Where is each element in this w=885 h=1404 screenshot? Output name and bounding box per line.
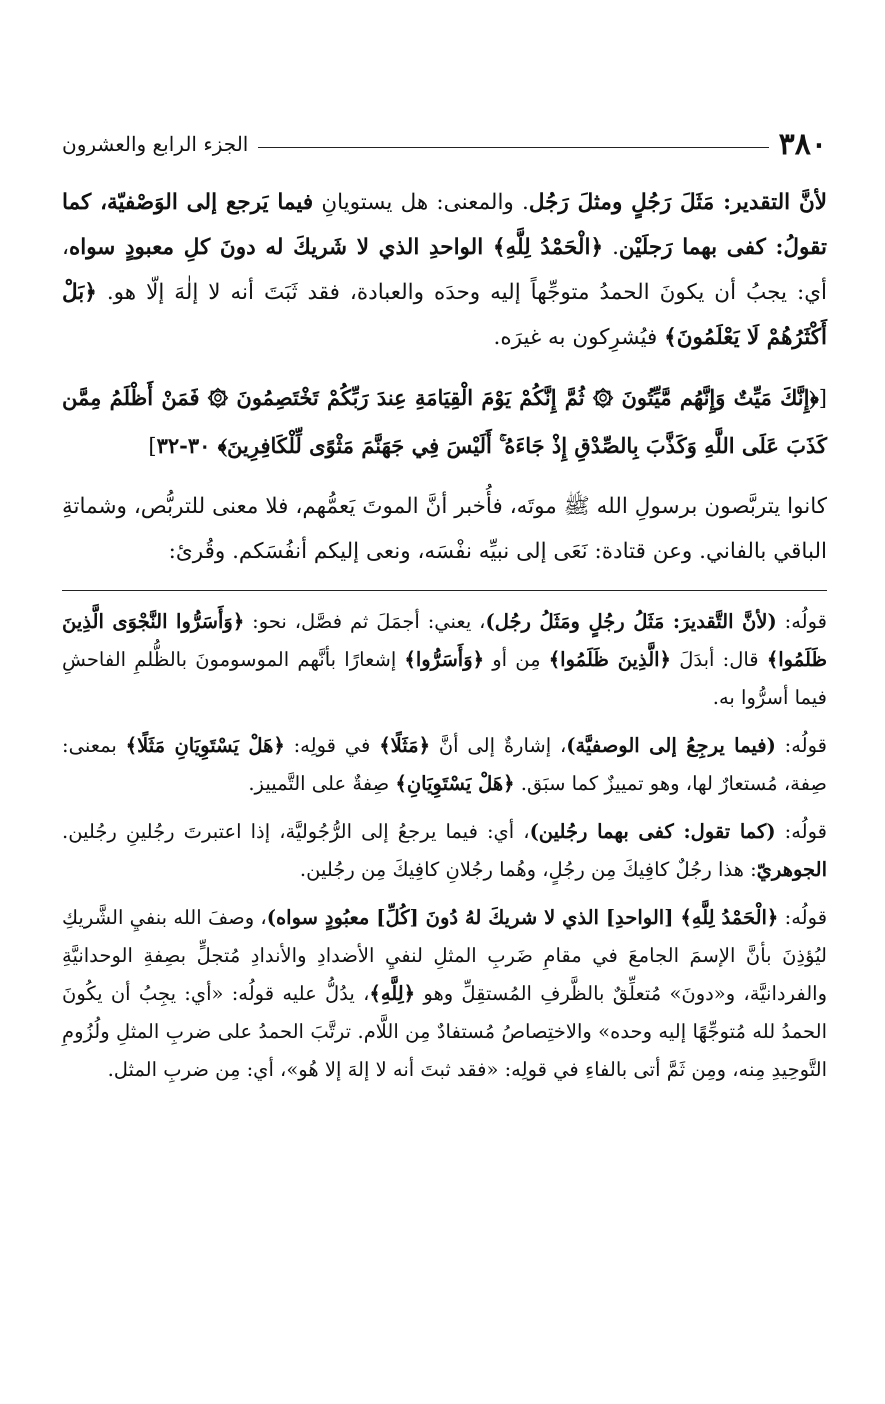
text-run: ، أي: يجبُ أن يكونَ الحمدُ متوجِّهاً إليه وحدَه والعبادة، فقد ثَبَتَ أنه لا إلٰهَ إلّا هو. — [62, 235, 827, 305]
text-run: [الواحدِ] الذي لا شريكَ لهُ دُونَ [كُلِّ] معبُودٍ سواه) — [266, 906, 681, 929]
text-run: ، أي: فيما يرجعُ إلى الرُّجُوليَّة، إذا اعتبرتَ رجُلينِ رجُلين. — [62, 820, 530, 843]
text-run: قولُه: — [775, 734, 828, 757]
text-run: (لأنَّ التَّقديرَ: مَثَلُ رجُلٍ ومَثَلُ رجُل) — [485, 610, 777, 633]
quran-quote: ﴿وَأَسَرُّوا﴾ — [404, 648, 485, 671]
bracket: ] — [148, 434, 157, 458]
verse-reference: ٣٠-٣٢ — [156, 433, 218, 458]
page-number: ٣٨٠ — [778, 126, 827, 162]
text-run: . — [603, 235, 619, 260]
text-run: (كما تقول: كفى بهما رجُلين) — [529, 820, 776, 843]
text-run: إشعارًا بأنَّهم الموسومونَ بالظُّلمِ الفاحشِ فيما أسرُّوا به. — [62, 648, 827, 709]
quran-quote: ﴿الَّذِينَ ظَلَمُوا﴾ — [548, 648, 671, 671]
text-run: صِفةٌ على التَّمييز. — [248, 772, 396, 795]
text-run: قولُه: — [776, 610, 827, 633]
text-run: (فيما يرجِعُ إلى الوصفيَّة) — [566, 734, 776, 757]
commentary-paragraph-1 — [62, 603, 827, 717]
text-run: قولُه: — [775, 820, 828, 843]
text-run: قال: أبدَلَ — [671, 648, 767, 671]
text-run: الجوهريّ — [756, 858, 827, 881]
footnote-divider — [62, 590, 827, 591]
quran-quote: ﴿الْحَمْدُ لِلَّهِ﴾ — [680, 906, 779, 929]
main-paragraph-1 — [62, 180, 827, 360]
text-run: في قولِه: — [284, 734, 380, 757]
main-paragraph-2: كانوا يتربَّصون برسولِ الله ﷺ موتَه، فأُخبر أنَّ الموتَ يَعمُّهم، فلا معنى للتربُّص، وشماتةِ الباقي بالفاني. وعن قتادة: نَعَى إلى نبيِّه نفْسَه، ونعى إليكم أنفُسَكم. وقُرئ: — [62, 494, 827, 564]
commentary-section — [62, 603, 827, 1089]
text-run: فيما يَرجع إلى الوَصْفيّة، كما تقولُ: كفى بهما رَجلَيْن — [62, 190, 828, 260]
text-run: لأنَّ التقدير: — [714, 190, 827, 215]
quran-quote: ﴿مَثَلًا﴾ — [379, 734, 431, 757]
quran-quote: ﴿هَلْ يَسْتَوِيَانِ مَثَلًا﴾ — [125, 734, 285, 757]
text-run: بمعنى: صِفة، مُستعارٌ لها، وهو تمييزٌ كما سبَق. — [62, 734, 827, 795]
quran-verses-block — [62, 374, 827, 470]
commentary-paragraph-4 — [62, 899, 827, 1089]
text-run: مَثَلَ رَجُلٍ ومثلَ رَجُل — [528, 190, 715, 215]
quran-quote: ﴿هَلْ يَسْتَوِيَانِ﴾ — [395, 772, 515, 795]
quran-quote: ﴿لِلَّهِ﴾ — [369, 982, 416, 1005]
commentary-paragraph-3 — [62, 813, 827, 889]
commentary-paragraph-2 — [62, 727, 827, 803]
text-run: فيُشرِكون به غيرَه. — [493, 325, 665, 350]
text-run: ، يدُلُّ عليه قولُه: «أي: يجِبُ أن يكُونَ الحمدُ لله مُتوجِّهًا إليه وحده» والاختِصاصُ مُستفادٌ مِن اللَّام. ترتَّبَ الحمدُ على ضربِ المثلِ ولُزُومِ التَّوحِيدِ مِنه، ومِن ثَمَّ أتى بالفاءِ في قولِه: «فقد ثبتَ أنه لا إلهَ إلا هُو»، أي: مِن ضربِ المثل. — [62, 982, 827, 1081]
quran-quote: ﴿الْحَمْدُ لِلَّهِ﴾ — [492, 235, 604, 260]
running-title: الجزء الرابع والعشرون — [62, 132, 249, 156]
quran-quote: ﴿بَلْ أَكْثَرُهُمْ لَا يَعْلَمُونَ﴾ — [62, 280, 827, 350]
text-run: ، إشارةٌ إلى أنَّ — [430, 734, 567, 757]
bracket: [ — [818, 386, 827, 410]
text-run: : هذا رجُلٌ كافِيكَ مِن رجُلٍ، وهُما رجُلانِ كافِيكَ مِن رجُلين. — [299, 858, 757, 881]
text-run: ، يعني: أجمَلَ ثم فصَّل، نحو: — [244, 610, 486, 633]
header-rule — [258, 147, 768, 148]
running-head — [62, 118, 827, 170]
text-run: مِن أو — [484, 648, 549, 671]
text-run: . والمعنى: هل يستويانِ — [313, 190, 529, 215]
text-run: الواحدِ الذي لا شَريكَ له دونَ كلِ معبودٍ سواه — [68, 235, 493, 260]
quran-quote: ﴿وَأَسَرُّوا النَّجْوَى الَّذِينَ ظَلَمُوا﴾ — [62, 610, 827, 671]
text-run: ، وصفَ الله بنفيِ الشَّريكِ ليُؤذِنَ بأنَّ الإسمَ الجامعَ في مقامِ ضَربِ المثلِ لنفيِ الأضدادِ والأندادِ مُتجلٍّ بصِفةِ الوحدانيَّةِ والفردانيَّة، و«دونَ» مُتعلِّقٌ بالظَّرفِ المُستقِلِّ وهو — [62, 906, 827, 1005]
text-run: قولُه: — [778, 906, 828, 929]
quran-verses: ﴿إِنَّكَ مَيِّتٌ وَإِنَّهُم مَّيِّتُونَ ۞ ثُمَّ إِنَّكُمْ يَوْمَ الْقِيَامَةِ عِندَ رَبِّكُمْ تَخْتَصِمُونَ ۞ فَمَنْ أَظْلَمُ مِمَّن كَذَبَ عَلَى اللَّهِ وَكَذَّبَ بِالصِّدْقِ إِذْ جَاءَهُ ۚ أَلَيْسَ فِي جَهَنَّمَ مَثْوًى لِّلْكَافِرِينَ﴾ — [62, 385, 827, 458]
